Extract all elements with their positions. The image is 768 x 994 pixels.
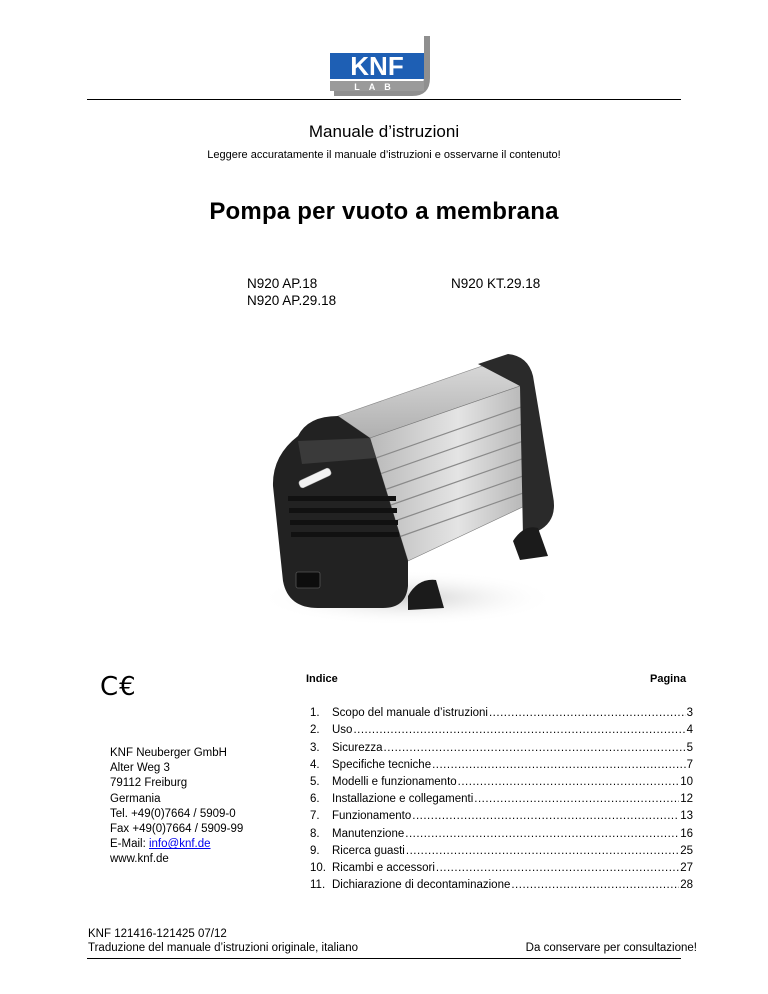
- toc-title: Scopo del manuale d’istruzioni: [332, 707, 488, 720]
- toc-title: Sicurezza: [332, 741, 383, 754]
- company-fax: Fax +49(0)7664 / 5909-99: [110, 823, 244, 836]
- toc-number: 10.: [310, 861, 326, 874]
- toc-number: 4.: [310, 758, 320, 771]
- company-address: [110, 746, 243, 868]
- company-country: Germania: [110, 792, 161, 805]
- top-rule: [87, 99, 681, 100]
- toc-page: 28: [680, 879, 693, 892]
- toc-heading: Indice: [306, 673, 338, 685]
- translation-note: Traduzione del manuale d’istruzioni originale, italiano: [88, 942, 358, 954]
- toc-number: 1.: [310, 707, 320, 720]
- toc-page: 13: [680, 810, 693, 823]
- toc-number: 6.: [310, 793, 320, 806]
- toc-leader: [405, 828, 679, 840]
- product-title: Pompa per vuoto a membrana: [209, 198, 559, 225]
- toc-entry[interactable]: [310, 754, 693, 771]
- model-list-right: [451, 275, 540, 292]
- company-tel: Tel. +49(0)7664 / 5909-0: [110, 807, 236, 820]
- toc-page: 27: [680, 861, 693, 874]
- toc-entry[interactable]: [310, 736, 693, 753]
- model-list-left: [247, 275, 336, 309]
- toc-number: 7.: [310, 810, 320, 823]
- toc-title: Manutenzione: [332, 827, 405, 840]
- toc-title: Ricambi e accessori: [332, 861, 435, 874]
- toc-entry[interactable]: [310, 805, 693, 822]
- toc-page: 7: [686, 758, 693, 771]
- toc-number: 9.: [310, 844, 320, 857]
- toc-leader: [412, 810, 679, 822]
- model-item: N920 AP.18: [247, 276, 318, 291]
- toc-entry[interactable]: [310, 857, 693, 874]
- toc-leader: [489, 707, 686, 719]
- toc-page: 5: [686, 741, 693, 754]
- company-name: KNF Neuberger GmbH: [110, 747, 227, 759]
- toc-number: 5.: [310, 775, 320, 788]
- toc-leader: [436, 862, 679, 874]
- toc-number: 2.: [310, 724, 320, 737]
- table-of-contents: [310, 702, 693, 891]
- toc-page: 16: [680, 827, 693, 840]
- toc-number: 11.: [310, 879, 326, 892]
- toc-entry[interactable]: [310, 874, 693, 891]
- toc-leader: [353, 724, 685, 736]
- toc-leader: [432, 759, 686, 771]
- toc-page: 25: [680, 844, 693, 857]
- manual-subtitle: Leggere accuratamente il manuale d’istruzioni e osservarne il contenuto!: [207, 149, 561, 161]
- toc-title: Installazione e collegamenti: [332, 793, 474, 806]
- toc-title: Modelli e funzionamento: [332, 775, 457, 788]
- company-website: www.knf.de: [110, 853, 169, 866]
- toc-page: 3: [686, 707, 693, 720]
- toc-page: 4: [686, 724, 693, 737]
- model-item: N920 KT.29.18: [451, 276, 541, 291]
- ce-mark: C€: [100, 672, 137, 702]
- toc-leader: [511, 879, 679, 891]
- bottom-rule: [87, 958, 681, 959]
- toc-entry[interactable]: [310, 840, 693, 857]
- toc-leader: [406, 845, 679, 857]
- logo-brand-text: KNF: [350, 51, 404, 81]
- toc-leader: [474, 793, 679, 805]
- toc-number: 3.: [310, 741, 320, 754]
- toc-title: Funzionamento: [332, 810, 412, 823]
- company-city: 79112 Freiburg: [110, 777, 188, 790]
- toc-entry[interactable]: [310, 719, 693, 736]
- toc-title: Uso: [332, 724, 353, 737]
- email-link[interactable]: info@knf.de: [148, 838, 211, 851]
- toc-entry[interactable]: [310, 771, 693, 788]
- toc-entry[interactable]: [310, 822, 693, 839]
- toc-page: 10: [680, 775, 693, 788]
- company-street: Alter Weg 3: [110, 762, 170, 775]
- pump-image: [258, 346, 580, 624]
- document-code: KNF 121416-121425 07/12: [88, 928, 227, 940]
- toc-title: Dichiarazione di decontaminazione: [332, 879, 511, 892]
- model-item: N920 AP.29.18: [247, 293, 337, 308]
- manual-title: Manuale d’istruzioni: [308, 122, 460, 141]
- toc-leader: [458, 776, 680, 788]
- email-label: E-Mail:: [110, 838, 149, 851]
- toc-number: 8.: [310, 827, 320, 840]
- toc-page: 12: [680, 793, 693, 806]
- company-email-line: [110, 837, 243, 852]
- toc-entry[interactable]: [310, 788, 693, 805]
- toc-title: Specifiche tecniche: [332, 758, 432, 771]
- keep-note: Da conservare per consultazione!: [525, 942, 697, 954]
- toc-page-heading: Pagina: [650, 673, 687, 685]
- toc-entry[interactable]: [310, 702, 693, 719]
- toc-title: Ricerca guasti: [332, 844, 405, 857]
- knf-lab-logo: [324, 34, 440, 98]
- toc-leader: [384, 742, 686, 754]
- logo-lab-text: LAB: [354, 82, 400, 92]
